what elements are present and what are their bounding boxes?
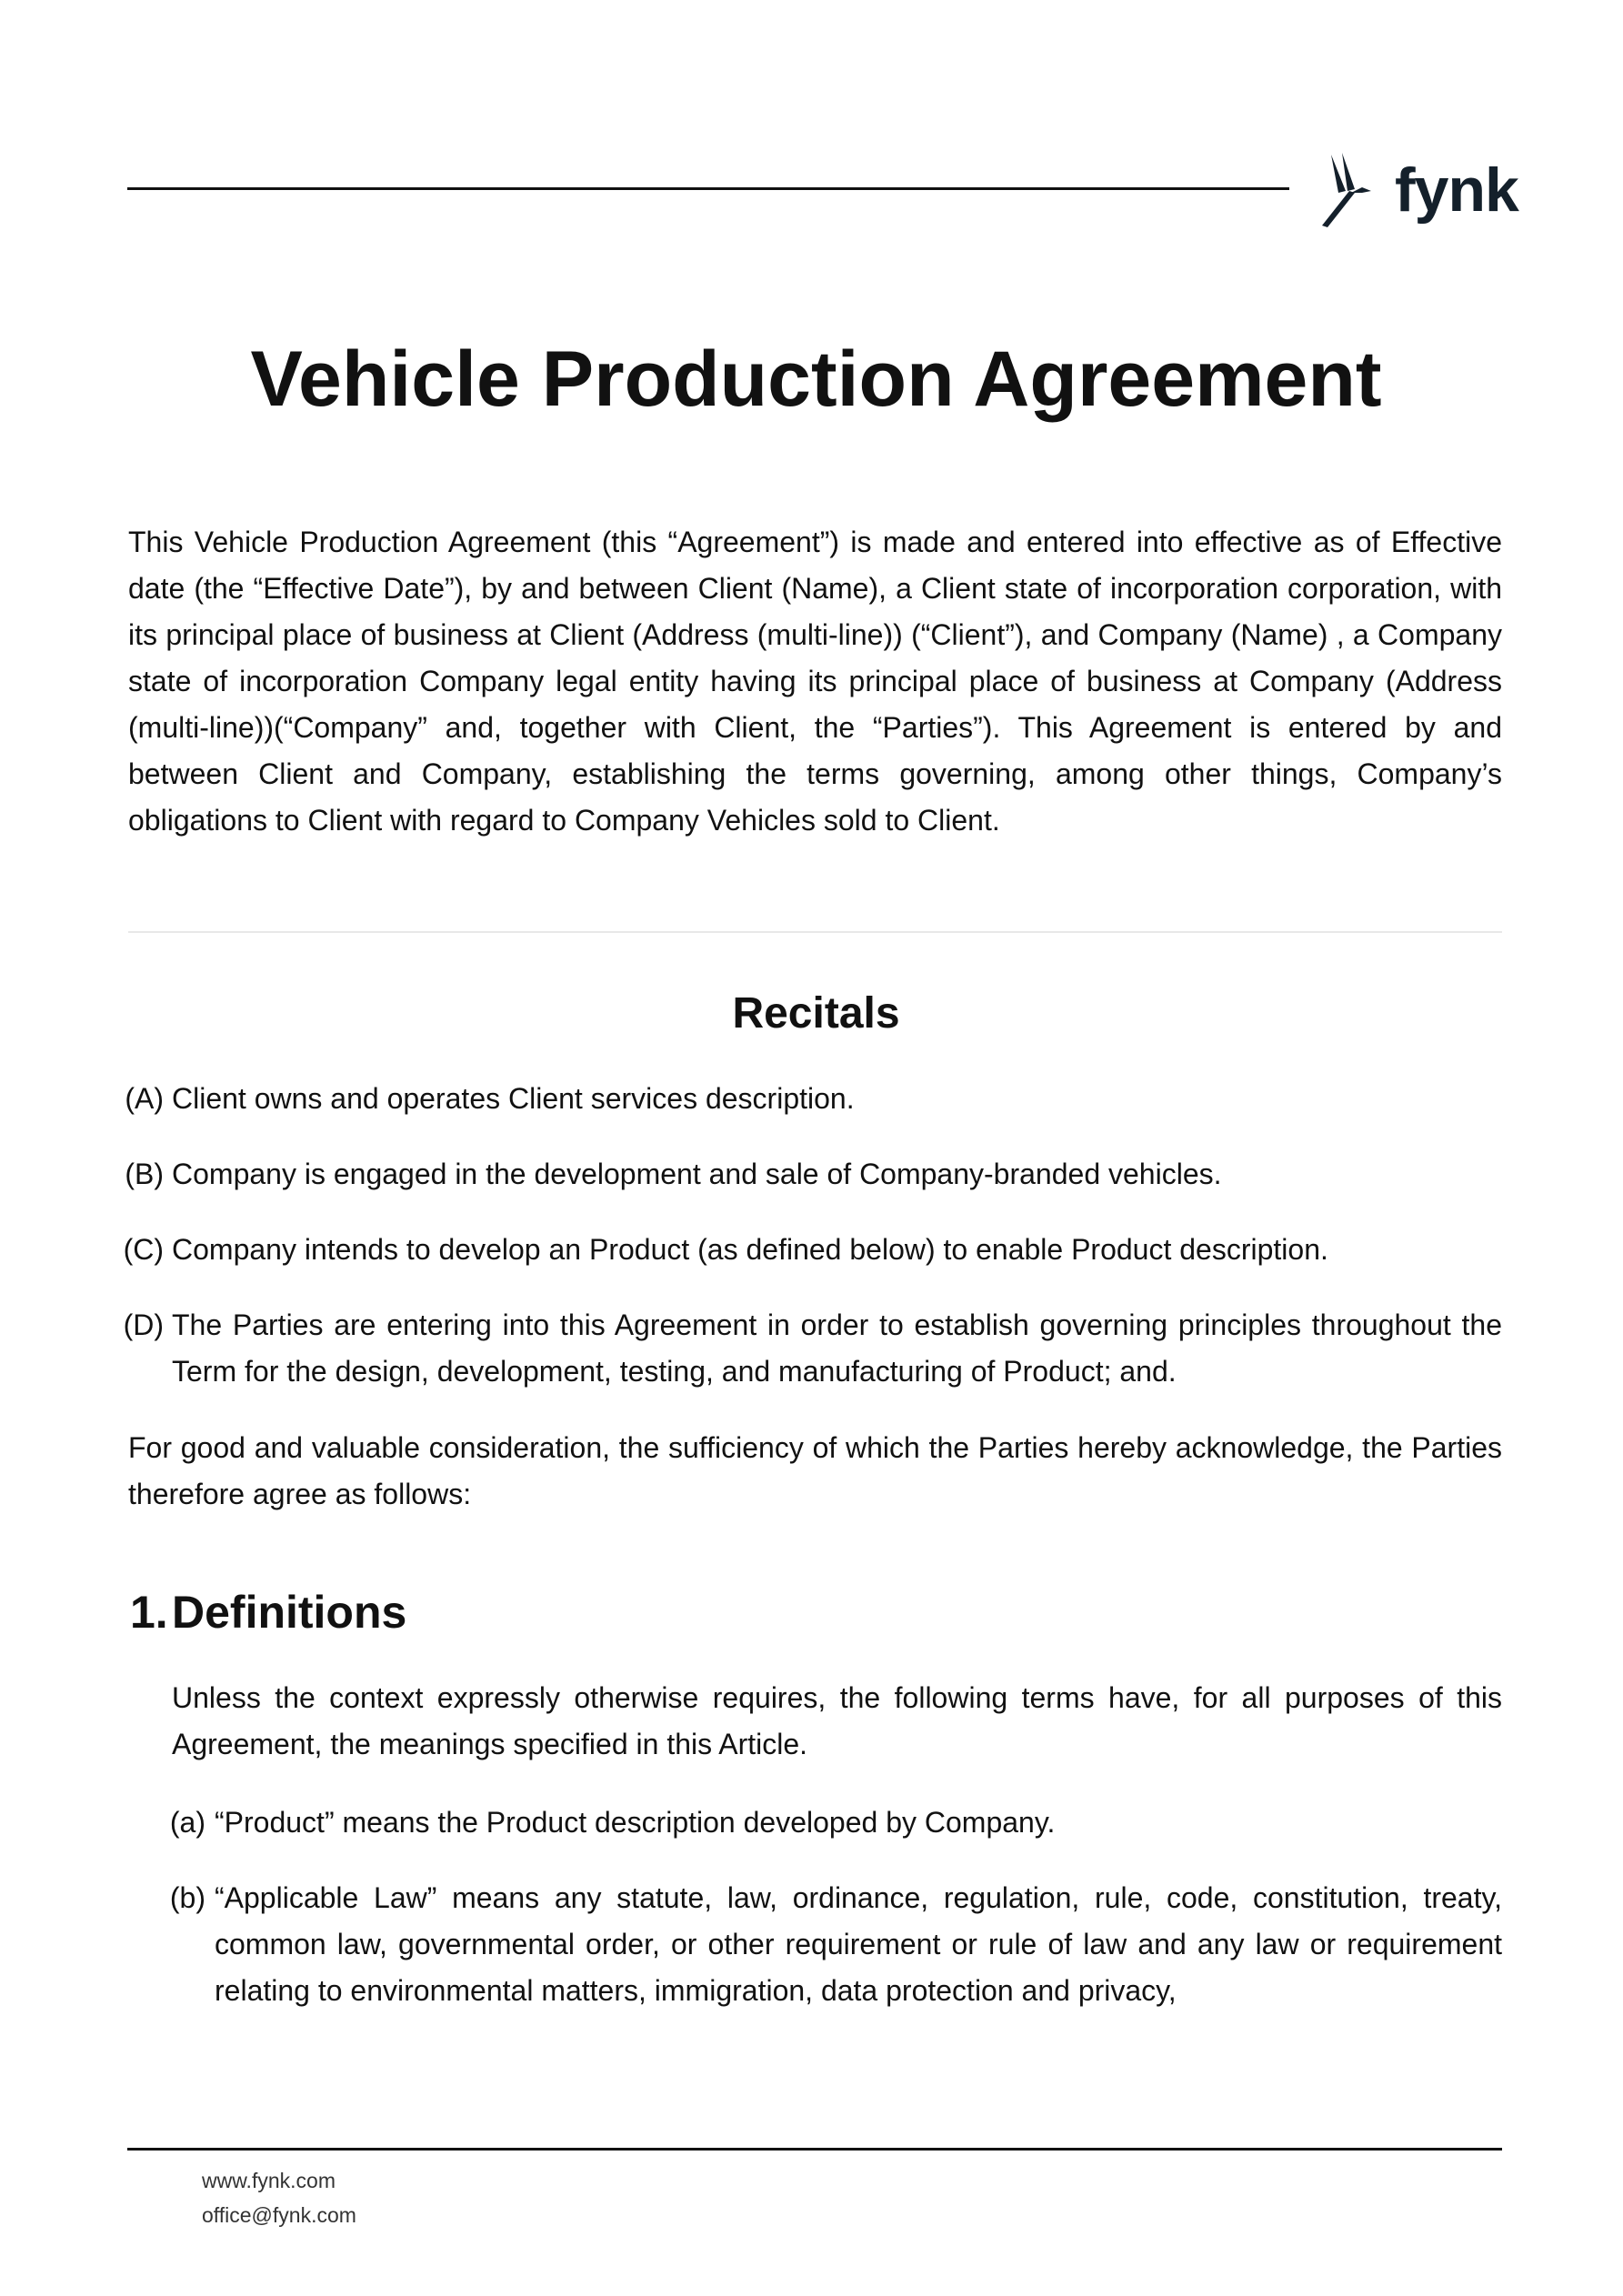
definition-marker: (b) [169,1881,205,1914]
footer-website-link[interactable]: www.fynk.com [202,2169,336,2192]
section-heading-definitions [130,1584,406,1640]
header-rule [127,187,1289,190]
recital-text: The Parties are entering into this Agreement in order to establish governing principles throughout the Term for the design, development, testing, and manufacturing of Product; and. [172,1308,1502,1388]
brand-logo [1318,151,1518,229]
footer-rule [127,2148,1502,2151]
recital-text: Client owns and operates Client services description. [172,1082,855,1115]
fynk-bird-icon [1318,151,1389,229]
definition-text: “Product” means the Product description developed by Company. [215,1806,1056,1839]
definition-marker: (a) [169,1806,205,1839]
consideration-paragraph: For good and valuable consideration, the sufficiency of which the Parties hereby acknowledge, the Parties therefore agree as follows: [128,1431,1502,1510]
section-title: Definitions [172,1587,407,1638]
intro-paragraph: This Vehicle Production Agreement (this “Agreement”) is made and entered into effective as of Effective date (the “Effective Date”), by and between Client (Name), a Client state of incorporation corporation, with its principal place of business at Client (Address (multi-line)) (“Client”), and Company (Name) , a Company state of incorporation Company legal entity having its principal place of business at Company (Address (multi-line))(“Company” and, together with Client, the “Parties”). This Agreement is entered by and between Client and Company, establishing the terms governing, among other things, Company’s obligations to Client with regard to Company Vehicles sold to Client. [128,526,1502,837]
brand-name: fynk [1395,155,1518,225]
recital-marker: (A) [125,1082,164,1115]
recitals-heading: Recitals [732,989,900,1038]
recital-marker: (C) [123,1233,164,1266]
document-title: Vehicle Production Agreement [250,336,1382,423]
section-divider [128,931,1502,933]
footer-email-link[interactable]: office@fynk.com [202,2203,356,2227]
definition-text: “Applicable Law” means any statute, law, ordinance, regulation, rule, code, constitution, treaty, common law, governmental order, or other requirement or rule of law and any law or requirement relating to environmental matters, immigration, data protection and privacy, [215,1881,1502,2007]
recital-marker: (B) [125,1158,164,1190]
section-number: 1. [130,1587,168,1638]
definitions-intro: Unless the context expressly otherwise requires, the following terms have, for all purposes of this Agreement, the meanings specified in this Article. [172,1681,1502,1760]
recital-text: Company is engaged in the development and sale of Company-branded vehicles. [172,1158,1222,1190]
recital-marker: (D) [123,1308,164,1341]
recital-text: Company intends to develop an Product (as defined below) to enable Product description. [172,1233,1328,1266]
